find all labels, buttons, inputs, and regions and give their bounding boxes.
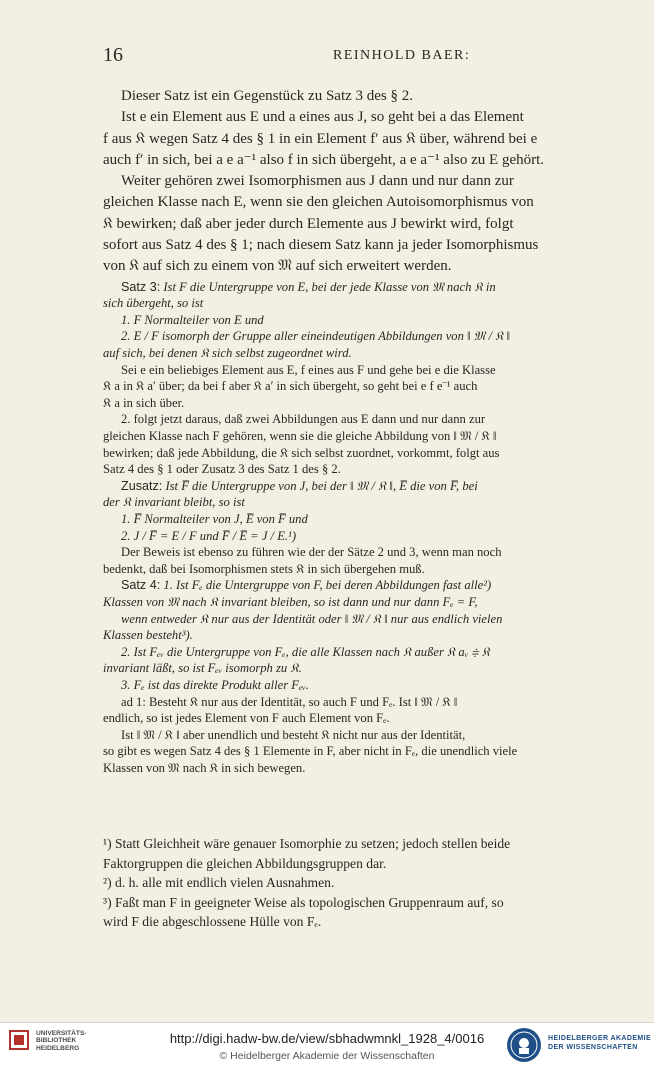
- proof-paragraph: Der Beweis ist ebenso zu führen wie der der Sätze 2 und 3, wenn man noch bedenkt, daß bei Isomorphismen stets 𝔎 in sich übergehen muß.: [103, 545, 502, 576]
- footnotes: [103, 834, 603, 932]
- theorem-text: 1. Ist Fₑ die Untergruppe von F, bei deren Abbildungen fast alle²) Klassen von 𝔐 nach 𝔎 invariant bleiben, so ist dann und nur dann Fₑ = F,: [103, 578, 492, 609]
- proof-paragraph: 2. folgt jetzt daraus, daß zwei Abbildungen aus E dann und nur dann zur gleichen Klasse nach F gehören, wenn sie die gleiche Abbildung von ‖ 𝔐 / 𝔎 ‖ bewirken; daß jede Abbildung, die 𝔎 sich selbst zuordnet, vorkommt, folgt aus Satz 4 des § 1 oder Zusatz 3 des Satz 1 des § 2.: [103, 412, 500, 477]
- theorem-item: 1. F Normalteiler von E und: [121, 312, 264, 327]
- paragraph: Ist e ein Element aus E und a eines aus J, so geht bei a das Element f aus 𝔎 wegen Satz 4 des § 1 in ein Element f′ aus 𝔎 über, während bei e auch f′ in sich, bei a e a⁻¹ also f in sich übergeht, a e a⁻¹ also zu E gehört.: [103, 109, 545, 168]
- theorem-satz-3: [103, 279, 603, 312]
- theorem-text: Ist F die Untergruppe von E, bei der jede Klasse von 𝔐 nach 𝔎 in sich übergeht, so ist: [103, 279, 496, 311]
- corollary-label: Zusatz:: [121, 478, 163, 493]
- paragraph: Dieser Satz ist ein Gegenstück zu Satz 3 des § 2.: [121, 88, 414, 104]
- page-header: [103, 44, 603, 68]
- page-body: [103, 86, 603, 776]
- theorem-item: 2. E / F isomorph der Gruppe aller eineindeutigen Abbildungen von ‖ 𝔐 / 𝔎 ‖ auf sich, bei denen 𝔎 sich selbst zugeordnet wird.: [103, 329, 511, 361]
- paragraph: Weiter gehören zwei Isomorphismen aus J dann und nur dann zur gleichen Klasse nach E, wenn sie den gleichen Autoisomorphismus von 𝔎 bewirken; daß aber jeder durch Elemente aus J bewirkt wird, folgt sofort aus Satz 4 des § 1; nach diesem Satz kann ja jeder Isomorphismus von 𝔎 auf sich zu einem von 𝔐 auf sich erweitert werden.: [103, 173, 539, 275]
- academy-seal-icon: [506, 1027, 542, 1063]
- theorem-satz-4: [103, 577, 603, 610]
- page-number: 16: [103, 44, 123, 66]
- footnote: ³) Faßt man F in geeigneter Weise als topologischen Gruppenraum auf, so wird F die abgeschlossene Hülle von Fₑ.: [103, 894, 504, 929]
- theorem-label: Satz 3:: [121, 279, 161, 294]
- corollary-item: 1. F̅ Normalteiler von J, E̅ von F̅ und: [121, 511, 308, 526]
- footnote: ¹) Statt Gleichheit wäre genauer Isomorphie zu setzen; jedoch stellen beide Faktorgruppen die gleichen Abbildungsgruppen dar.: [103, 836, 511, 871]
- proof-paragraph: ad 1: Besteht 𝔎 nur aus der Identität, so auch F und Fₑ. Ist ‖ 𝔐 / 𝔎 ‖ endlich, so ist jedes Element von F auch Element von Fₑ.: [103, 694, 458, 726]
- running-head: REINHOLD BAER:: [333, 48, 471, 63]
- theorem-item: wenn entweder 𝔎 nur aus der Identität oder ‖ 𝔐 / 𝔎 ‖ nur aus endlich vielen Klassen besteht³).: [103, 611, 503, 643]
- library-name: UNIVERSITÄTS- BIBLIOTHEK HEIDELBERG: [36, 1030, 87, 1052]
- corollary-zusatz: [103, 478, 603, 511]
- corollary-item: 2. J / F̅ = E / F und F̅ / E̅ = J / E.¹): [121, 528, 297, 543]
- academy-name: HEIDELBERGER AKADEMIE DER WISSENSCHAFTEN: [548, 1035, 652, 1051]
- permalink[interactable]: http://digi.hadw-bw.de/view/sbhadwmnkl_1928_4/0016: [169, 1031, 485, 1046]
- theorem-label: Satz 4:: [121, 578, 161, 593]
- corollary-text: Ist F̅ die Untergruppe von J, bei der ‖ 𝔐 / 𝔎 ‖, E̅ die von F̅, bei der 𝔎 invariant bleibt, so ist: [103, 478, 478, 510]
- copyright-notice: © Heidelberger Akademie der Wissenschaften: [219, 1050, 435, 1062]
- theorem-item: 3. Fₑ ist das direkte Produkt aller Fₑᵥ.: [121, 677, 309, 692]
- proof-paragraph: Ist ‖ 𝔐 / 𝔎 ‖ aber unendlich und besteht 𝔎 nicht nur aus der Identität, so gibt es wegen Satz 4 des § 1 Elemente in F, aber nicht in Fₑ, die unendlich viele Klassen von 𝔐 nach 𝔎 in sich bewegen.: [103, 727, 518, 775]
- footnote: ²) d. h. alle mit endlich vielen Ausnahmen.: [103, 875, 335, 890]
- theorem-item: 2. Ist Fₑᵥ die Untergruppe von Fₑ, die alle Klassen nach 𝔎 außer 𝔎 aᵥ ≑ 𝔎 invariant läßt, so ist Fₑᵥ isomorph zu 𝔎.: [103, 644, 490, 676]
- proof-paragraph: Sei e ein beliebiges Element aus E, f eines aus F und gehe bei e die Klasse 𝔎 a in 𝔎 a′ über; da bei f aber 𝔎 a′ in sich übergeht, so geht bei e f e⁻¹ auch 𝔎 a in sich über.: [103, 362, 496, 410]
- viewer-footer-bar: [0, 1022, 654, 1068]
